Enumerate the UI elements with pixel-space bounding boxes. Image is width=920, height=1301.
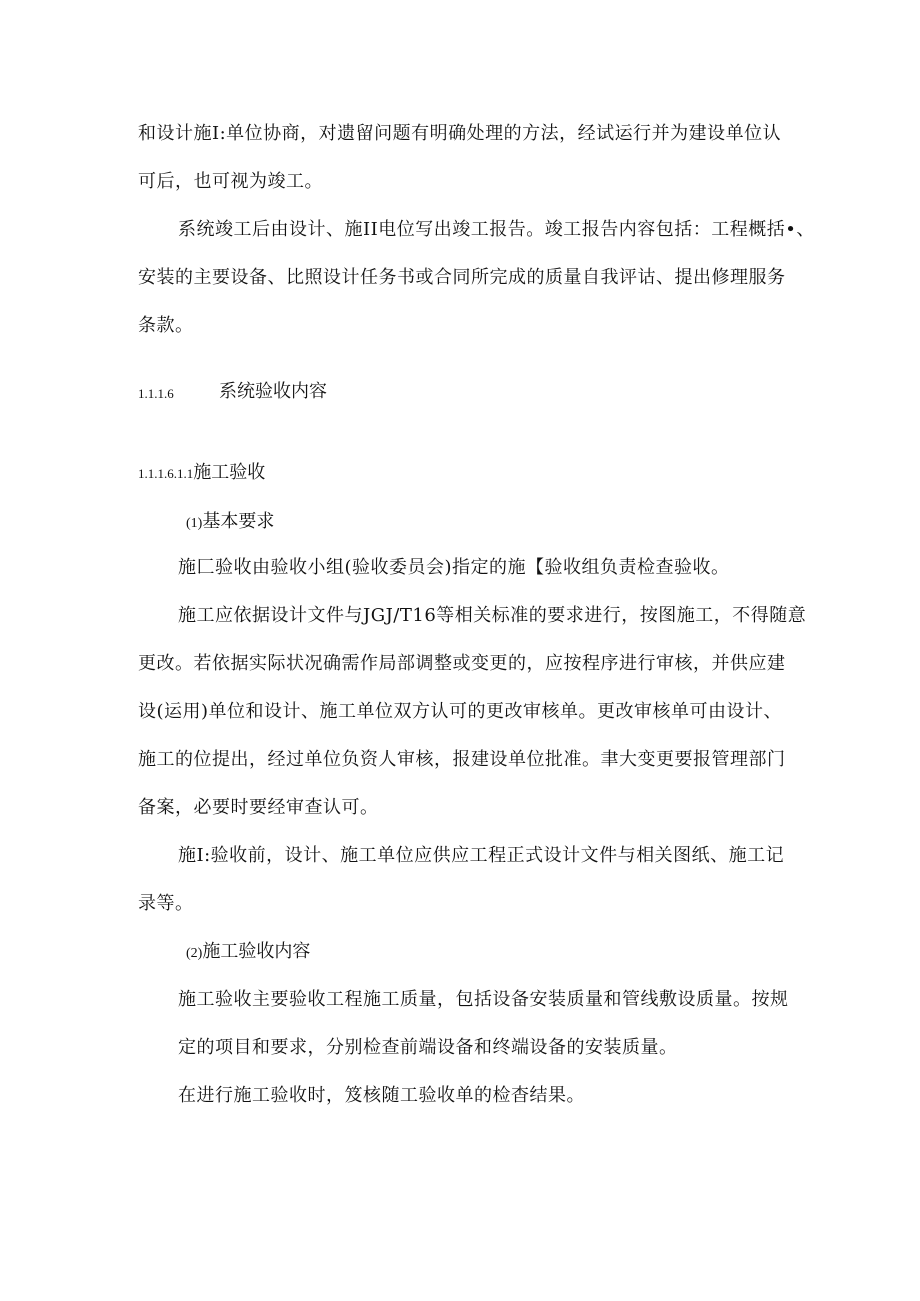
item-1-title: 基本要求 bbox=[202, 511, 275, 532]
paragraph-2-line-2: 安装的主要设备、比照设计任务书或合同所完成的质量自我评诂、提出修理服务 bbox=[138, 267, 786, 288]
item-2-paragraph-2: 在进行施工验收时，笈核随工验收单的检杳结果。 bbox=[178, 1085, 585, 1106]
subsection-title: 施工验收 bbox=[193, 462, 266, 483]
item-2-paragraph-1-line-2: 定的项目和要求，分别检查前端设备和终端设备的安装质量。 bbox=[178, 1037, 678, 1058]
item-1-paragraph-2-line-2: 更改。若依据实际状况确需作局部调整或变更的，应按程序进行审核，并供应建 bbox=[138, 653, 786, 674]
item-1-paragraph-1: 施匚验收由验收小组(验收委员会)指定的施【验收组负责检查验收。 bbox=[178, 557, 730, 578]
paragraph-2-line-3: 条款。 bbox=[138, 315, 194, 336]
section-number: 1.1.1.6 bbox=[138, 386, 174, 401]
subsection-heading bbox=[138, 458, 265, 484]
item-1-heading bbox=[186, 510, 274, 536]
item-1-paragraph-3-line-2: 录等。 bbox=[138, 893, 194, 914]
paragraph-1-line-1: 和设计施I:单位协商，对遗留问题有明确处理的方法，经试运行并为建设单位认 bbox=[138, 123, 782, 144]
item-1-number: (1) bbox=[186, 516, 203, 531]
item-2-number: (2) bbox=[186, 946, 203, 961]
paragraph-2-line-1: 系统竣工后由设计、施II电位写出竣工报告。竣工报告内容包括：工程概括•、 bbox=[178, 219, 815, 240]
item-1-paragraph-2-line-5: 备案，必要时要经审查认可。 bbox=[138, 797, 379, 818]
item-1-paragraph-3-line-1: 施I:验收前，设计、施工单位应供应工程正式设计文件与相关图纸、施工记 bbox=[178, 845, 785, 866]
item-2-heading bbox=[186, 940, 310, 966]
item-2-title: 施工验收内容 bbox=[202, 941, 311, 962]
item-1-paragraph-2-line-1: 施工应依据设计文件与JGJ/T16等相关标准的要求进行，按图施工，不得随意 bbox=[178, 605, 807, 626]
item-2-paragraph-1-line-1: 施工验收主要验收工程施工质量，包括设备安装质量和管线敷设质量。按规 bbox=[178, 989, 789, 1010]
item-1-paragraph-2-line-4: 施工的位提出，经过单位负资人审核，报建设单位批准。聿大变更要报管理部门 bbox=[138, 749, 786, 770]
section-title: 系统验收内容 bbox=[219, 381, 327, 402]
paragraph-1-line-2: 可后，也可视为竣工。 bbox=[138, 171, 323, 192]
item-1-paragraph-2-line-3: 设(运用)单位和设计、施工单位双方认可的更改审核单。更改审核单可由设计、 bbox=[138, 701, 783, 722]
subsection-number: 1.1.1.6.1.1 bbox=[138, 466, 194, 481]
